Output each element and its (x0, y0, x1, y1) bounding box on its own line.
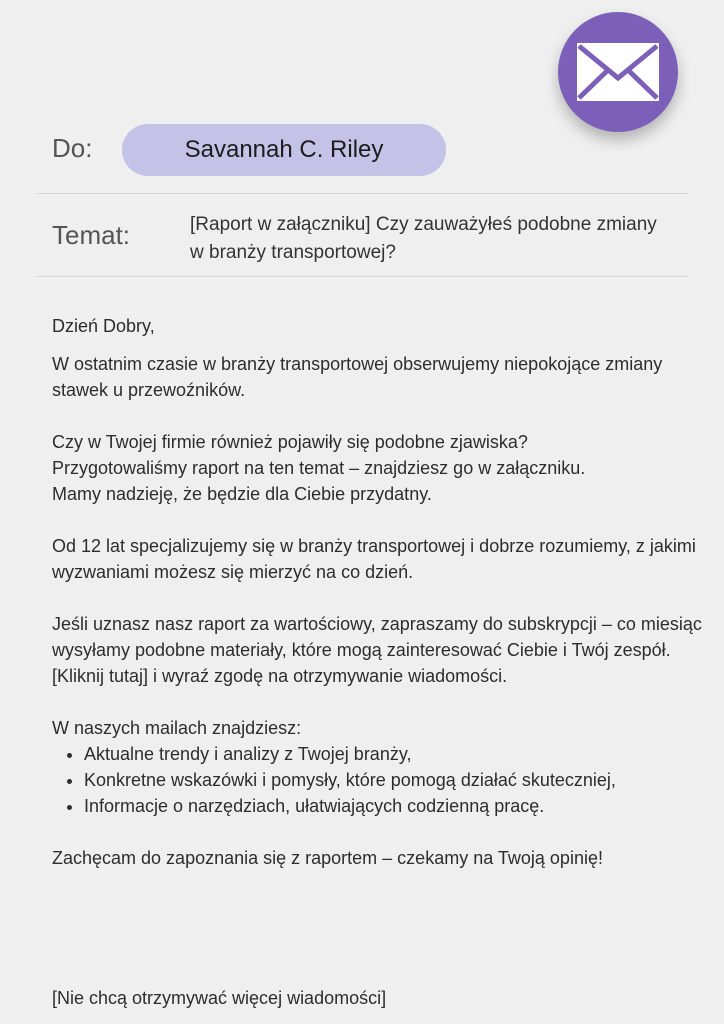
header-divider (36, 193, 688, 194)
consent-text: i wyraź zgodę na otrzymywanie wiadomości. (148, 666, 508, 686)
list-item: • Aktualne trendy i analizy z Twojej branży, (84, 741, 702, 767)
paragraph-report (52, 429, 702, 507)
envelope-icon (576, 42, 660, 102)
paragraph-intro: W ostatnim czasie w branży transportowej obserwujemy niepokojące zmiany stawek u przewoźników. (52, 354, 663, 400)
click-here-link[interactable]: [Kliknij tutaj] (52, 666, 149, 686)
report-line-2: Przygotowaliśmy raport na ten temat – znajdziesz go w załączniku. (52, 458, 586, 478)
subject-label: Temat: (52, 220, 131, 250)
to-label: Do: (52, 133, 93, 163)
email-body (52, 313, 702, 897)
mail-badge (558, 12, 678, 132)
report-line-1: Czy w Twojej firmie również pojawiły się podobne zjawiska? (52, 432, 528, 452)
subject-divider (36, 276, 688, 277)
list-intro: W naszych mailach znajdziesz: (52, 718, 302, 738)
paragraph-subscribe (52, 611, 702, 689)
report-line-3: Mamy nadzieję, że będzie dla Ciebie przydatny. (52, 484, 432, 504)
subject-text: [Raport w załączniku] Czy zauważyłeś podobne zmiany w branży transportowej? (190, 214, 657, 263)
consent-line (52, 663, 702, 689)
list-item: • Konkretne wskazówki i pomysły, które pomogą działać skuteczniej, (84, 767, 702, 793)
subscribe-text: Jeśli uznasz nasz raport za wartościowy, zapraszamy do subskrypcji – co miesiąc wysyłamy podobne materiały, które mogą zainteresować Ciebie i Twój zespół. (52, 614, 702, 660)
closing-line: Zachęcam do zapoznania się z raportem – czekamy na Twoją opinię! (52, 848, 603, 868)
greeting: Dzień Dobry, (52, 316, 155, 336)
unsubscribe-link[interactable]: [Nie chcą otrzymywać więcej wiadomości] (52, 988, 387, 1008)
paragraph-experience: Od 12 lat specjalizujemy się w branży transportowej i dobrze rozumiemy, z jakimi wyzwaniami możesz się mierzyć na co dzień. (52, 536, 696, 582)
benefits-list (52, 741, 702, 819)
list-item: • Informacje o narzędziach, ułatwiających codzienną pracę. (84, 793, 702, 819)
recipient-chip[interactable]: Savannah C. Riley (122, 124, 446, 176)
